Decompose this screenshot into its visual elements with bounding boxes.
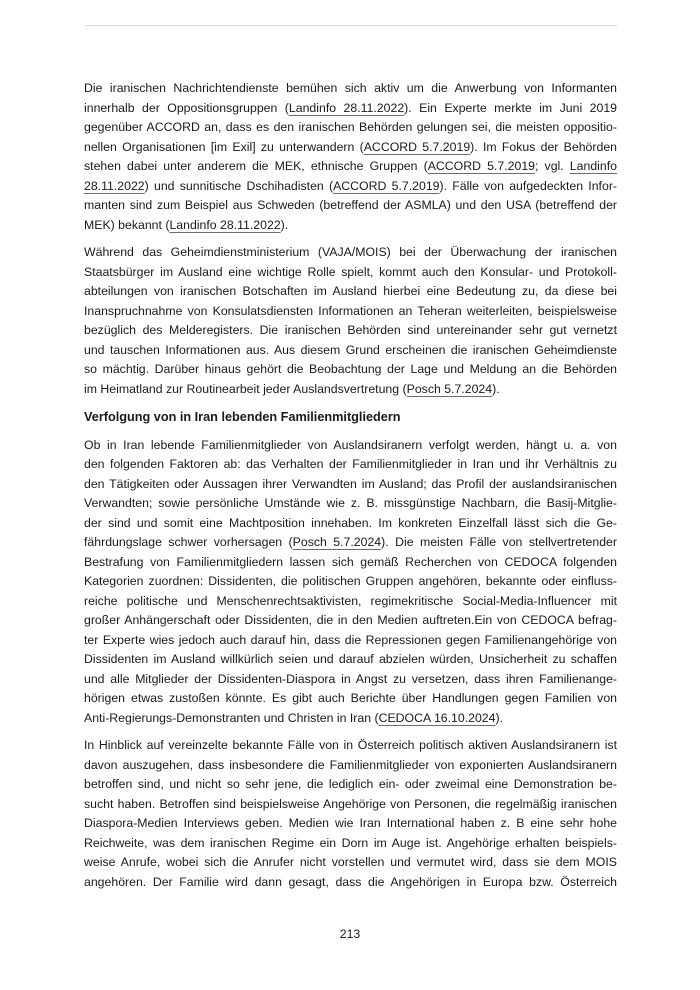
body-paragraph: [84, 736, 617, 892]
text-line: [84, 853, 617, 873]
text-line: [84, 138, 617, 158]
text-line: [84, 670, 617, 690]
page-body: [84, 79, 617, 900]
text-line: [84, 455, 617, 475]
text-segment: ). Fälle von aufgedeckten Infor-: [439, 178, 617, 193]
text-line: [84, 756, 617, 776]
citation-link[interactable]: 28.11.2022: [84, 178, 145, 193]
text-line: [84, 380, 617, 400]
text-line: [84, 650, 617, 670]
text-segment: ) und sunnitische Dschihadisten (: [144, 178, 334, 193]
text-line: [84, 360, 617, 380]
text-segment: ).: [495, 710, 504, 725]
text-line: [84, 475, 617, 495]
text-segment: Dissidenten im Ausland willkürlich seien und darauf abzielen würden, Unsicherheit zu schaffen: [84, 652, 617, 666]
text-segment: bezüglich des Melderegisters. Die iranischen Behörden sind untereinander sehr gut vernetzt: [84, 323, 617, 337]
text-line: [84, 611, 617, 631]
text-segment: gegenüber ACCORD an, dass es den iranischen Behörden gelungen sei, die meisten oppositio-: [84, 120, 617, 134]
text-line: [84, 514, 617, 534]
text-line: [84, 243, 617, 263]
text-segment: Die iranischen Nachrichtendienste bemühen sich aktiv um die Anwerbung von Informanten: [84, 81, 617, 95]
text-line: [84, 572, 617, 592]
text-segment: angehören. Der Familie wird dann gesagt, dass die Angehörigen in Europa bzw. Österreich: [84, 874, 617, 889]
text-line: [84, 118, 617, 138]
text-segment: MEK) bekannt (: [84, 217, 170, 232]
text-segment: nellen Organisationen [im Exil] zu unterwandern (: [84, 139, 364, 154]
text-line: [84, 709, 617, 729]
text-segment: ). Im Fokus der Behörden: [470, 139, 617, 154]
citation-link[interactable]: Landinfo 28.11.2022: [169, 217, 281, 232]
text-segment: Inanspruchnahme von Konsulatsdiensten Informationen an Teheran weiterleiten, beispielsweise: [84, 303, 617, 318]
text-segment: sucht haben. Betroffen sind beispielsweise Angehörige von Personen, die regelmäßig iranischen: [84, 796, 617, 811]
text-segment: ). Ein Experte merkte im Juni 2019: [404, 100, 617, 115]
text-segment: der sind und somit eine Machtposition innehaben. Im konkreten Einzelfall lässt sich die Ge-: [84, 515, 617, 530]
citation-link[interactable]: ACCORD 5.7.2019: [333, 178, 440, 193]
text-line: [84, 177, 617, 197]
text-segment: ).: [492, 381, 500, 396]
text-segment: In Hinblick auf vereinzelte bekannte Fälle von in Österreich politisch aktiven Auslandsiranern ist: [84, 738, 617, 752]
body-paragraph: [84, 243, 617, 399]
text-segment: Reichweite, was dem iranischen Regime ein Dorn im Auge ist. Angehörige erhalten beispiels-: [84, 835, 617, 850]
text-segment: Kategorien zuordnen: Dissidenten, die politischen Gruppen angehören, bekannte oder einfluss-: [84, 574, 617, 588]
text-segment: großer Anhängerschaft oder Dissidenten, die in den Medien auftreten.Ein von CEDOCA befrag-: [84, 613, 617, 627]
text-segment: abteilungen von iranischen Botschaften im Ausland hierbei eine Bedeutung zu, da diese bei: [84, 284, 617, 298]
text-segment: und alle Mitglieder der Dissidenten-Diaspora in Angst zu versetzen, dass ihren Familienange-: [84, 671, 617, 686]
text-segment: reiche politische und Menschenrechtsaktivisten, regimekritische Social-Media-Influencer mit: [84, 593, 617, 608]
text-line: [84, 157, 617, 177]
text-line: [84, 834, 617, 854]
text-segment: den folgenden Faktoren ab: das Verhalten der Familienmitglieder in Iran und ihr Verhältnis zu: [84, 457, 617, 471]
text-line: [84, 592, 617, 612]
text-segment: Diaspora-Medien Interviews geben. Medien wie Iran International haben z. B eine sehr hohe: [84, 816, 617, 830]
text-line: [84, 341, 617, 361]
text-segment: Verwandten; sowie persönliche Umstände wie z. B. missgünstige Nachbarn, die Basij-Mitglie-: [84, 496, 617, 510]
text-line: [84, 263, 617, 283]
text-segment: betroffen sind, und nicht so sehr jene, die lediglich ein- oder zweimal eine Demonstration be-: [84, 777, 617, 791]
text-segment: ).: [280, 217, 289, 232]
citation-link[interactable]: Landinfo 28.11.2022: [288, 100, 405, 115]
text-line: [84, 873, 617, 893]
text-line: [84, 814, 617, 834]
citation-link[interactable]: ACCORD 5.7.2019: [427, 159, 535, 173]
text-segment: manten sind zum Beispiel aus Schweden (betreffend der ASMLA) und den USA (betreffend der: [84, 198, 617, 212]
text-line: [84, 631, 617, 651]
text-line: [84, 216, 617, 236]
body-paragraph: [84, 436, 617, 729]
text-line: [84, 494, 617, 514]
citation-link[interactable]: Posch 5.7.2024: [292, 535, 382, 549]
page-number: 213: [339, 927, 361, 941]
text-segment: hörigen etwas zustoßen könnte. Es gibt auch Berichte über Handlungen gegen Familien von: [84, 691, 617, 705]
text-line: [84, 79, 617, 99]
text-line: [84, 436, 617, 456]
citation-link[interactable]: ACCORD 5.7.2019: [363, 139, 471, 154]
text-segment: so mächtig. Darüber hinaus gehört die Beobachtung der Lage und Meldung an die Behörden: [84, 362, 617, 376]
text-segment: Ob in Iran lebende Familienmitglieder von Auslandsiranern verfolgt werden, hängt u. a. von: [84, 437, 617, 452]
text-line: [84, 533, 617, 553]
text-segment: ; vgl.: [535, 159, 570, 173]
text-line: [84, 775, 617, 795]
text-segment: innerhalb der Oppositionsgruppen (: [84, 100, 289, 115]
citation-link[interactable]: Landinfo: [569, 159, 617, 173]
text-segment: und tauschen Informationen aus. Aus diesem Grund erscheinen die iranischen Geheimdienste: [84, 342, 617, 357]
text-line: [84, 302, 617, 322]
text-segment: ter Experte wies jedoch auch darauf hin, dass die Repressionen gegen Familienangehörige von: [84, 632, 617, 647]
text-segment: weise Anrufe, wobei sich die Anrufer nicht vorstellen und vermutet wird, dass sie dem MOIS: [84, 855, 617, 869]
text-segment: Staatsbürger im Ausland eine wichtige Rolle spielt, kommt auch den Konsular- und Protokoll-: [84, 264, 617, 279]
citation-link[interactable]: CEDOCA 16.10.2024: [378, 710, 496, 725]
text-segment: davon auszugehen, dass insbesondere die Familienmitglieder von exponierten Auslandsiranern: [84, 757, 617, 772]
text-line: [84, 689, 617, 709]
text-line: [84, 196, 617, 216]
text-line: [84, 795, 617, 815]
text-line: [84, 282, 617, 302]
text-segment: ). Die meisten Fälle von stellvertretender: [381, 535, 617, 549]
text-line: [84, 99, 617, 119]
text-line: [84, 736, 617, 756]
text-segment: Während das Geheimdienstministerium (VAJA/MOIS) bei der Überwachung der iranischen: [84, 245, 617, 259]
citation-link[interactable]: Posch 5.7.2024: [406, 381, 493, 396]
text-segment: Bestrafung von Familienmitgliedern lassen sich gemäß Recherchen von CEDOCA folgenden: [84, 554, 617, 569]
text-segment: den Tätigkeiten oder Aussagen ihrer Verwandten im Ausland; das Profil der auslandsiranischen: [84, 476, 617, 491]
text-segment: stehen dabei unter anderem die MEK, ethnische Gruppen (: [84, 159, 428, 173]
text-segment: fährdungslage schwer vorhersagen (: [84, 535, 293, 549]
text-segment: im Heimatland zur Routinearbeit jeder Auslandsvertretung (: [84, 381, 407, 396]
text-segment: Anti-Regierungs-Demonstranten und Christen in Iran (: [84, 710, 379, 725]
section-heading: Verfolgung von in Iran lebenden Familienmitgliedern: [84, 410, 401, 424]
header-rule: [85, 25, 617, 26]
text-line: [84, 553, 617, 573]
text-line: [84, 321, 617, 341]
body-paragraph: [84, 79, 617, 235]
